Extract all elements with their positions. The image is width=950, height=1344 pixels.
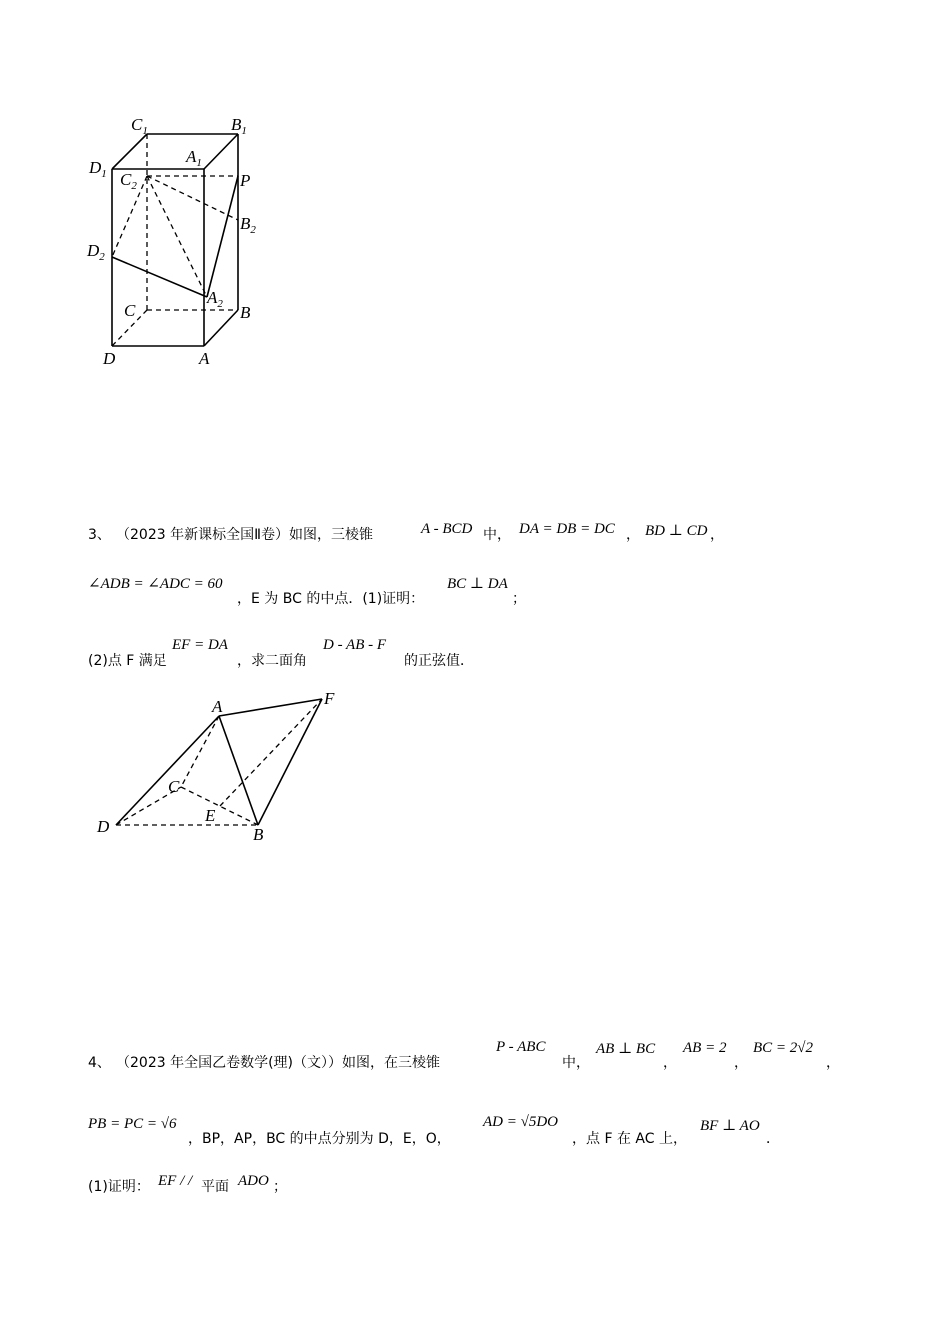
edge-F-B: [258, 699, 322, 825]
label-C: C: [124, 301, 136, 320]
label-C2: $C_2$: [120, 170, 137, 192]
formula-DA-DB-DC: DA = DB = DC: [519, 521, 615, 537]
label-B1: $B_1$: [231, 115, 247, 137]
edge-A-B: [204, 310, 238, 346]
formula-ADO: ADO: [238, 1173, 269, 1189]
formula-BF-perp-AO: BF ⊥ AO: [700, 1118, 760, 1134]
hidden-C2-A2: [147, 176, 207, 297]
problem-3-part2-mid: ，求二面角: [237, 653, 307, 669]
label-D2: $D_2$: [87, 241, 105, 263]
hidden-C2-B2: [147, 176, 238, 220]
label-F: F: [324, 689, 335, 708]
text-comma: ，: [710, 527, 724, 543]
edge-D1-C1: [112, 134, 147, 169]
label-B2: $B_2$: [240, 214, 256, 236]
edge-D2-A2: [112, 257, 207, 297]
formula-BC-perp-DA: BC ⊥ DA: [447, 576, 508, 592]
label-A1: $A_1$: [186, 147, 202, 169]
label-P: P: [240, 171, 251, 190]
label-D: D: [97, 817, 110, 836]
problem-4-point-f: ，点 F 在 AC 上，: [572, 1131, 687, 1147]
formula-dihedral-D-AB-F: D - AB - F: [323, 637, 387, 653]
problem-3-part2-prefix: (2)点 F 满足: [88, 653, 167, 669]
prism-figure: [0, 0, 950, 400]
text-comma: ，: [734, 1055, 748, 1071]
problem-3-source: （2023 年新课标全国Ⅱ卷）如图，三棱锥: [116, 527, 373, 543]
text-comma: ，: [626, 527, 640, 543]
text-comma: ，: [663, 1055, 677, 1071]
edge-D-A: [116, 716, 219, 825]
problem-3-part1: ，E 为 BC 的中点．(1)证明：: [237, 591, 425, 607]
label-B: B: [240, 303, 251, 322]
text-semicolon: ；: [512, 591, 526, 607]
problem-4-part1-prefix: (1)证明：: [88, 1179, 150, 1195]
text-semicolon: ；: [273, 1179, 287, 1195]
text-plane: 平面: [201, 1179, 229, 1195]
hidden-E-F: [220, 699, 322, 806]
label-A2: $A_2$: [207, 288, 223, 310]
hidden-D-C: [116, 787, 181, 825]
formula-tetra-P-ABC: P - ABC: [496, 1039, 546, 1055]
problem-4-midpoints: ，BP，AP，BC 的中点分别为 D，E，O，: [188, 1131, 451, 1147]
label-A: A: [212, 697, 223, 716]
label-A: A: [199, 349, 210, 368]
formula-angle-ADB-ADC: ∠ADB = ∠ADC = 60: [88, 576, 223, 592]
text-zhong: 中，: [562, 1055, 590, 1071]
label-C1: $C_1$: [131, 115, 148, 137]
formula-EF-DA: EF = DA: [172, 637, 228, 653]
problem-3-number: 3、: [88, 527, 111, 543]
hidden-A-C: [181, 716, 219, 787]
text-period: ．: [766, 1131, 780, 1147]
label-D: D: [103, 349, 116, 368]
edge-A2-P: [207, 176, 238, 297]
edge-A1-B1: [204, 134, 238, 169]
label-C: C: [168, 777, 180, 796]
formula-tetra-A-BCD: A - BCD: [421, 521, 473, 537]
formula-EF-parallel: EF / /: [158, 1173, 193, 1189]
label-D1: $D_1$: [89, 158, 107, 180]
formula-BC-eq: BC = 2√2: [753, 1040, 814, 1056]
label-E: E: [205, 806, 216, 825]
edge-A-B: [219, 716, 258, 825]
problem-3-part2-suffix: 的正弦值．: [404, 653, 474, 669]
problem-4-number: 4、: [88, 1055, 111, 1071]
formula-BD-perp-CD: BD ⊥ CD: [645, 523, 708, 539]
formula-AB-eq-2: AB = 2: [683, 1040, 727, 1056]
hidden-C-B: [181, 787, 258, 825]
formula-PB-PC: PB = PC = √6: [88, 1116, 177, 1132]
formula-AD-DO: AD = √5DO: [483, 1114, 559, 1130]
text-zhong: 中，: [483, 527, 511, 543]
label-B: B: [253, 825, 264, 844]
problem-4-source: （2023 年全国乙卷数学(理)（文））如图，在三棱锥: [116, 1055, 441, 1071]
formula-AB-perp-BC: AB ⊥ BC: [596, 1041, 656, 1057]
text-comma: ，: [826, 1055, 840, 1071]
edge-A-F: [219, 699, 322, 716]
